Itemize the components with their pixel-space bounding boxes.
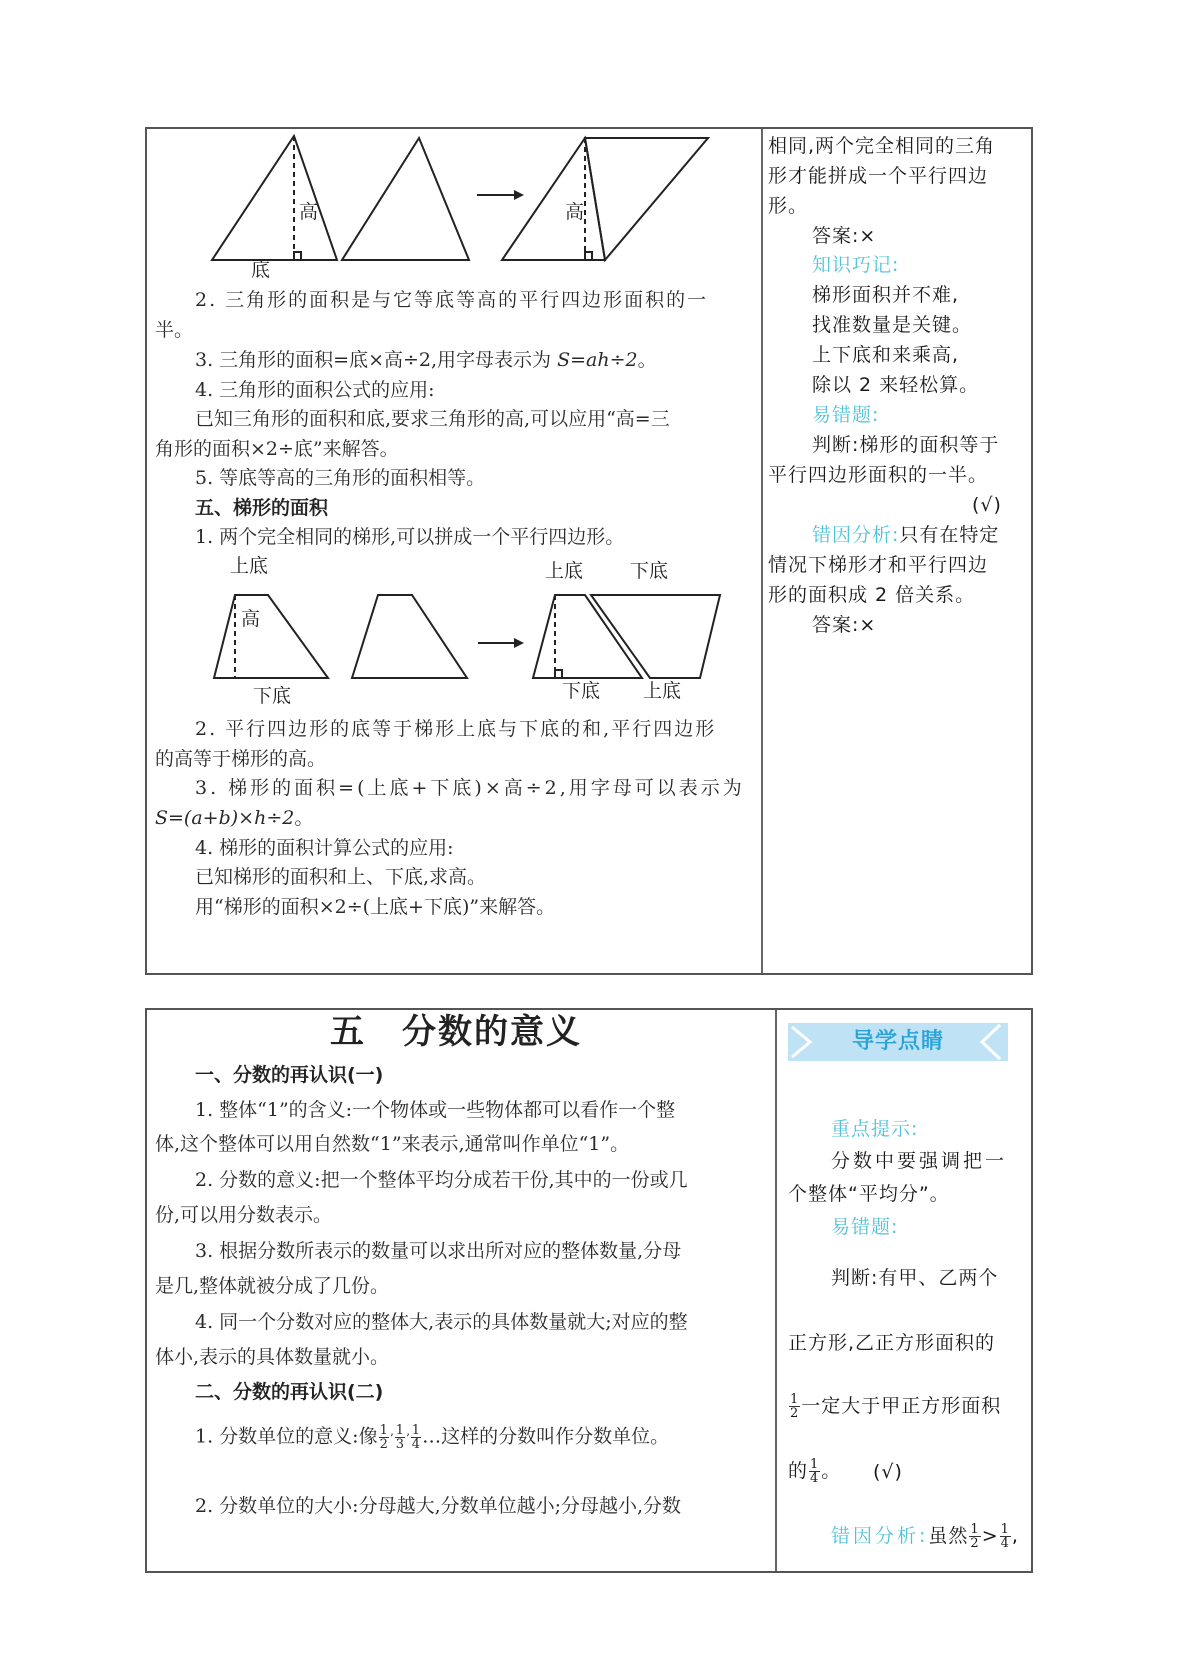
banner (788, 1023, 1008, 1061)
formula: S=ah÷2 (557, 349, 638, 371)
denominator: 2 (970, 1536, 980, 1551)
paragraph: 用“梯形的面积×2÷(上底+下底)”来解答。 (195, 896, 556, 918)
paragraph: 已知三角形的面积和底,要求三角形的高,可以应用“高=三 (195, 408, 670, 430)
arrow-head-icon (514, 638, 524, 648)
right-angle-mark-3 (555, 670, 562, 678)
text: 。 (637, 349, 657, 371)
paragraph: 是几,整体就被分成了几份。 (155, 1275, 390, 1297)
question-text: 平行四边形面积的一半。 (768, 464, 989, 486)
fraction (969, 1523, 980, 1550)
error-heading: 易错题: (831, 1216, 899, 1238)
column-divider (775, 1010, 777, 1571)
text: …这样的分数叫作分数单位。 (422, 1425, 670, 1448)
banner-title: 导学点睛 (851, 1029, 944, 1054)
text: 的 (788, 1460, 809, 1482)
section-heading: 二、分数的再认识(二) (195, 1381, 384, 1403)
fraction (1000, 1523, 1011, 1550)
sidebar-text: 形才能拼成一个平行四边 (768, 165, 989, 187)
arrow-head-icon (514, 190, 524, 200)
tip-heading: 知识巧记: (812, 254, 900, 276)
right-angle-mark-2 (585, 252, 592, 260)
answer: 答案:× (812, 614, 877, 636)
chapter-title: 五 分数的意义 (330, 1012, 582, 1052)
label-top-base: 上底 (643, 680, 682, 702)
text: 。 (294, 807, 314, 829)
analysis (831, 1523, 1019, 1550)
rhyme-line: 找准数量是关键。 (812, 314, 973, 336)
paragraph: 2. 三角形的面积是与它等底等高的平行四边形面积的一 (195, 289, 709, 311)
right-angle-mark-1 (294, 252, 301, 260)
paragraph: 4. 三角形的面积公式的应用: (195, 379, 435, 401)
separator: ’ (389, 1431, 394, 1446)
question-text: 判断:有甲、乙两个 (831, 1267, 999, 1289)
fraction (809, 1458, 820, 1485)
denominator: 4 (810, 1471, 820, 1486)
question-text (788, 1393, 1001, 1420)
sidebar-text: 相同,两个完全相同的三角 (768, 135, 996, 157)
triangle-1 (212, 136, 337, 260)
analysis-text: 形的面积成 2 倍关系。 (768, 584, 976, 606)
analysis-heading: 错因分析: (812, 524, 900, 546)
parallelogram-left-triangle (502, 138, 605, 260)
label-height: 高 (241, 608, 261, 630)
error-heading: 易错题: (812, 404, 880, 426)
label-height-2: 高 (565, 201, 585, 223)
key-heading: 重点提示: (831, 1118, 919, 1140)
key-text: 分数中要强调把一 (831, 1150, 1008, 1172)
paragraph: 的高等于梯形的高。 (155, 748, 327, 770)
trapezoid-1 (214, 595, 328, 678)
paragraph: 1. 两个完全相同的梯形,可以拼成一个平行四边形。 (195, 526, 625, 548)
question-text (788, 1458, 841, 1485)
numerator: 1 (395, 1423, 404, 1438)
label-height: 高 (299, 201, 319, 223)
paragraph: 已知梯形的面积和上、下底,求高。 (195, 866, 487, 888)
rhyme-line: 除以 2 来轻松算。 (812, 374, 980, 396)
paragraph: 2. 分数单位的大小:分母越大,分数单位越小;分母越小,分数 (195, 1495, 682, 1517)
question-text: 判断:梯形的面积等于 (812, 434, 1000, 456)
paragraph (195, 1424, 669, 1451)
paragraph: 2. 平行四边形的底等于梯形上底与下底的和,平行四边形 (195, 718, 717, 740)
paragraph: 3. 梯形的面积=(上底+下底)×高÷2,用字母可以表示为 (195, 777, 745, 799)
judgement-mark: (√) (873, 1461, 903, 1483)
paragraph: 4. 梯形的面积计算公式的应用: (195, 837, 454, 859)
numerator: 1 (379, 1423, 388, 1438)
paragraph: 4. 同一个分数对应的整体大,表示的具体数量就大;对应的整 (195, 1311, 688, 1333)
numerator: 1 (1000, 1522, 1010, 1537)
denominator: 3 (395, 1437, 404, 1452)
question-text: 正方形,乙正方形面积的 (788, 1332, 996, 1354)
fraction (379, 1424, 389, 1451)
rhyme-line: 上下底和来乘高, (812, 344, 960, 366)
text: 虽然 (928, 1525, 969, 1547)
label-base: 底 (251, 259, 271, 281)
denominator: 4 (1000, 1536, 1010, 1551)
denominator: 2 (379, 1437, 388, 1452)
paragraph (155, 806, 313, 830)
text: 只有在特定 (899, 524, 1000, 546)
paragraph: 2. 分数的意义:把一个整体平均分成若干份,其中的一份或几 (195, 1169, 688, 1191)
trapezoid-figure (200, 585, 740, 685)
formula: S=(a+b)×h÷2 (155, 807, 295, 829)
parallelogram-right-triangle (585, 138, 708, 260)
paragraph: 3. 根据分数所表示的数量可以求出所对应的整体数量,分母 (195, 1240, 682, 1262)
fraction (395, 1424, 405, 1451)
denominator: 2 (790, 1406, 800, 1421)
sidebar-text: 形。 (768, 195, 809, 217)
operator: > (981, 1525, 999, 1547)
triangle-figure (200, 130, 750, 265)
paragraph: 角形的面积×2÷底”来解答。 (155, 438, 399, 460)
answer: 答案:× (812, 225, 877, 247)
triangle-2 (342, 138, 469, 260)
text: , (1011, 1525, 1019, 1547)
numerator: 1 (411, 1423, 421, 1438)
key-text: 个整体“平均分”。 (788, 1183, 950, 1205)
paragraph: 半。 (155, 319, 194, 341)
paragraph: 5. 等底等高的三角形的面积相等。 (195, 467, 486, 489)
text: 。 (821, 1460, 842, 1482)
fraction (789, 1393, 800, 1420)
label-bottom-base: 下底 (562, 680, 601, 702)
section-heading: 五、梯形的面积 (195, 497, 329, 519)
paragraph (195, 348, 657, 372)
section-heading: 一、分数的再认识(一) (195, 1064, 384, 1086)
trapezoid-3 (533, 595, 642, 678)
paragraph: 份,可以用分数表示。 (155, 1204, 333, 1226)
paragraph: 体,这个整体可以用自然数“1”来表示,通常叫作单位“1”。 (155, 1133, 630, 1155)
column-divider (761, 129, 763, 973)
fraction (411, 1424, 421, 1451)
analysis-text: 情况下梯形才和平行四边 (768, 554, 989, 576)
label-top-base: 上底 (230, 555, 269, 577)
label-top-base: 上底 (545, 560, 584, 582)
judgement-mark: (√) (972, 494, 1002, 516)
analysis-heading: 错因分析: (831, 1525, 929, 1547)
text: 3. 三角形的面积=底×高÷2,用字母表示为 (195, 349, 558, 371)
rhyme-line: 梯形面积并不难, (812, 284, 960, 306)
text: 一定大于甲正方形面积 (801, 1395, 1002, 1417)
separator: ’ (405, 1431, 410, 1446)
text: 1. 分数单位的意义:像 (195, 1425, 378, 1448)
paragraph: 体小,表示的具体数量就小。 (155, 1346, 390, 1368)
numerator: 1 (970, 1522, 980, 1537)
denominator: 4 (411, 1437, 421, 1452)
analysis (812, 523, 999, 547)
paragraph: 1. 整体“1”的含义:一个物体或一些物体都可以看作一个整 (195, 1099, 676, 1121)
label-bottom-base: 下底 (630, 560, 669, 582)
trapezoid-2 (352, 595, 467, 678)
trapezoid-4 (591, 595, 720, 678)
numerator: 1 (810, 1457, 820, 1472)
label-bottom-base: 下底 (253, 685, 292, 707)
numerator: 1 (790, 1392, 800, 1407)
